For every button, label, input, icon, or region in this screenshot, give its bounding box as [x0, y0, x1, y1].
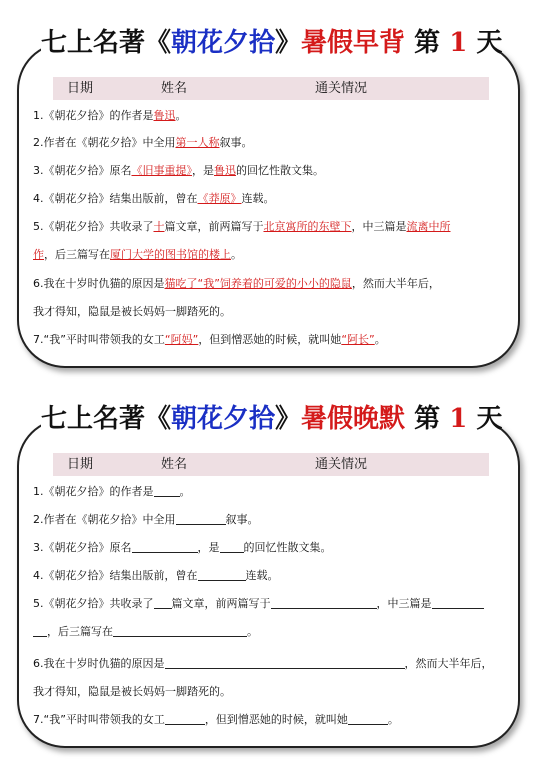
question-4 — [33, 567, 508, 584]
answer-blank[interactable] — [154, 485, 180, 497]
title-day-prefix: 第 — [414, 28, 441, 58]
status-label: 通关情况 — [315, 457, 368, 472]
card-title — [41, 20, 503, 66]
question-text: 。 — [247, 625, 258, 638]
question-text: 5.《朝花夕拾》共收录了 — [33, 220, 154, 233]
question-text: 1.《朝花夕拾》的作者是 — [33, 109, 154, 122]
question-text: 7.“我”平时叫带领我的女工 — [33, 713, 165, 726]
answer-blank[interactable] — [113, 625, 247, 637]
question-text: 2.作者在《朝花夕拾》中全用 — [33, 136, 176, 149]
question-text: 的回忆性散文集。 — [236, 164, 324, 177]
question-text: 5.《朝花夕拾》共收录了 — [33, 597, 154, 610]
question-text: 。 — [175, 109, 187, 122]
question-text: 篇文章，前两篇写于 — [164, 220, 264, 233]
answer: 鲁迅 — [153, 109, 176, 122]
answer-blank[interactable] — [154, 597, 172, 609]
question-text: ，但到憎恶她的时候，就叫她 — [198, 333, 342, 346]
title-prefix: 七上名著《 — [41, 28, 172, 58]
answer-blank[interactable] — [220, 541, 244, 553]
question-text: 2.作者在《朝花夕拾》中全用 — [33, 513, 176, 526]
title-day-number: 1 — [449, 28, 468, 58]
answer: 猫吃了“我”饲养着的可爱的小小的隐鼠 — [164, 277, 352, 290]
question-2 — [33, 511, 508, 528]
status-label: 通关情况 — [315, 81, 368, 96]
date-label: 日期 — [67, 81, 94, 96]
question-5-continued — [33, 623, 508, 640]
answer: 《旧事重提》 — [131, 164, 192, 177]
title-prefix: 七上名著《 — [41, 404, 172, 434]
question-text: 。 — [179, 485, 191, 498]
question-text: 篇文章，前两篇写于 — [171, 597, 271, 610]
question-text: 连载。 — [245, 569, 279, 582]
answer: 厦门大学的图书馆的楼上 — [110, 248, 231, 261]
question-7 — [33, 331, 508, 348]
answer: 《莽原》 — [197, 192, 242, 205]
title-mode: 暑假晚默 — [301, 404, 406, 434]
question-7 — [33, 711, 508, 728]
question-text: 7.“我”平时叫带领我的女工 — [33, 333, 165, 346]
question-1 — [33, 107, 508, 124]
answer: 流离中所 — [406, 220, 451, 233]
question-5 — [33, 218, 508, 235]
question-text: 1.《朝花夕拾》的作者是 — [33, 485, 154, 498]
answer-blank[interactable] — [432, 597, 484, 609]
answer-blank[interactable] — [176, 513, 226, 525]
evening-dictation-card — [17, 404, 520, 748]
question-text: ，但到憎恶她的时候，就叫她 — [204, 713, 348, 726]
info-bar — [53, 77, 489, 100]
question-text: ，然而大半年后， — [404, 657, 493, 670]
question-text: 4.《朝花夕拾》结集出版前，曾在 — [33, 192, 198, 205]
question-text: ，是 — [192, 164, 214, 177]
info-bar — [53, 453, 489, 476]
question-text: ，中三篇是 — [351, 220, 407, 233]
question-5-continued — [33, 246, 508, 263]
question-6-continued: 我才得知，隐鼠是被长妈妈一脚踏死的。 — [33, 305, 231, 318]
question-6 — [33, 655, 508, 672]
question-text: ，后三篇写在 — [44, 248, 110, 261]
answer: “阿妈” — [164, 333, 199, 346]
answer: “阿长” — [341, 333, 375, 346]
question-3 — [33, 162, 508, 179]
title-book: 朝花夕拾 — [171, 404, 276, 434]
answer-blank[interactable] — [33, 625, 47, 637]
answer-blank[interactable] — [132, 541, 198, 553]
answer-blank[interactable] — [348, 713, 388, 725]
question-text: ，然而大半年后， — [351, 277, 440, 290]
question-text: ，后三篇写在 — [47, 625, 113, 638]
question-text: 连载。 — [241, 192, 275, 205]
question-text: 叙事。 — [225, 513, 259, 526]
answer: 第一人称 — [175, 136, 220, 149]
title-day-prefix: 第 — [414, 404, 441, 434]
answer: 鲁迅 — [214, 164, 236, 177]
question-text: 3.《朝花夕拾》原名 — [33, 541, 132, 554]
question-text: 的回忆性散文集。 — [243, 541, 332, 554]
question-4 — [33, 190, 508, 207]
answer-blank[interactable] — [198, 569, 246, 581]
question-text: 4.《朝花夕拾》结集出版前，曾在 — [33, 569, 198, 582]
title-mode: 暑假早背 — [301, 28, 406, 58]
question-text: 6.我在十岁时仇猫的原因是 — [33, 657, 165, 670]
name-label: 姓名 — [161, 457, 188, 472]
question-1 — [33, 483, 508, 500]
answer: 作 — [33, 248, 44, 261]
question-5 — [33, 595, 508, 612]
date-label: 日期 — [67, 457, 94, 472]
question-3 — [33, 539, 508, 556]
answer-blank[interactable] — [165, 657, 405, 669]
title-close: 》 — [275, 28, 302, 58]
title-close: 》 — [275, 404, 302, 434]
question-2 — [33, 134, 508, 151]
title-book: 朝花夕拾 — [171, 28, 276, 58]
question-6 — [33, 275, 508, 292]
answer-blank[interactable] — [165, 713, 205, 725]
answer-blank[interactable] — [271, 597, 377, 609]
question-text: 6.我在十岁时仇猫的原因是 — [33, 277, 165, 290]
answer: 十 — [153, 220, 165, 233]
question-text: 。 — [374, 333, 386, 346]
name-label: 姓名 — [161, 81, 188, 96]
title-day-suffix: 天 — [476, 404, 503, 434]
question-text: 。 — [387, 713, 399, 726]
question-text: 3.《朝花夕拾》原名 — [33, 164, 132, 177]
answer: 北京寓所的东壁下 — [263, 220, 352, 233]
card-title — [41, 396, 503, 442]
title-day-suffix: 天 — [476, 28, 503, 58]
question-text: 。 — [231, 248, 242, 261]
question-text: ，中三篇是 — [376, 597, 432, 610]
question-text: 叙事。 — [219, 136, 253, 149]
question-6-continued: 我才得知，隐鼠是被长妈妈一脚踏死的。 — [33, 685, 231, 698]
morning-recite-card — [17, 28, 520, 368]
question-text: ，是 — [197, 541, 220, 554]
title-day-number: 1 — [449, 404, 468, 434]
